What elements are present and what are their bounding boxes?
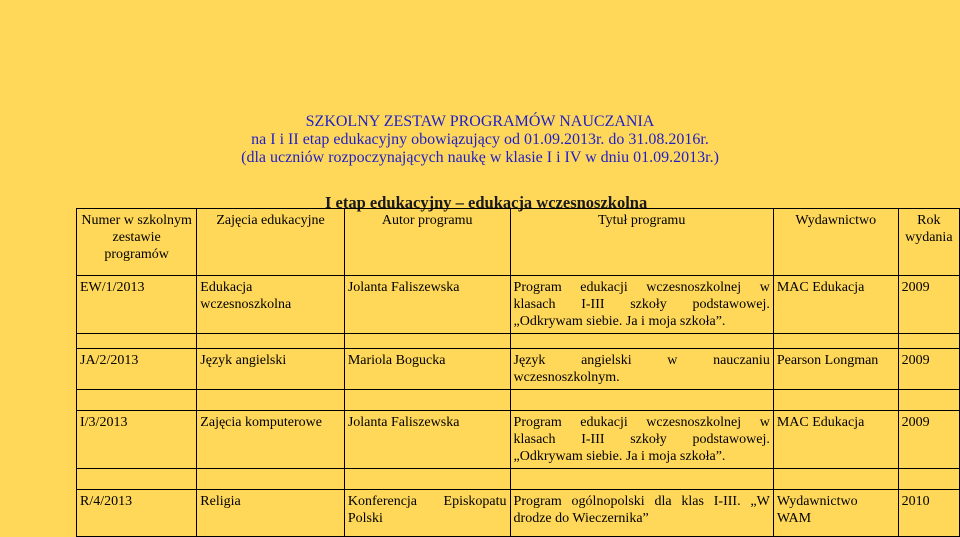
cell-number: EW/1/2013	[77, 276, 197, 334]
cell-number: JA/2/2013	[77, 349, 197, 390]
cell-author: Jolanta Faliszewska	[344, 411, 510, 469]
program-table	[76, 208, 960, 537]
header-subject: Zajęcia edukacyjne	[197, 209, 345, 276]
cell-author: Jolanta Faliszewska	[344, 276, 510, 334]
cell-author: Konferencja Episkopatu Polski	[344, 490, 510, 537]
cell-year: 2009	[898, 411, 959, 469]
cell-title: Język angielski w nauczaniu wczesnoszkolnym.	[510, 349, 773, 390]
cell-number: R/4/2013	[77, 490, 197, 537]
cell-publisher: Pearson Longman	[773, 349, 898, 390]
table-row	[77, 349, 960, 390]
cell-title: Program ogólnopolski dla klas I-III. „W drodze do Wieczernika”	[510, 490, 773, 537]
row-spacer	[77, 390, 960, 411]
cell-subject: Religia	[197, 490, 345, 537]
cell-subject: Język angielski	[197, 349, 345, 390]
cell-subject: Edukacja wczesnoszkolna	[197, 276, 345, 334]
cell-title: Program edukacji wczesnoszkolnej w klasach I-III szkoły podstawowej. „Odkrywam siebie. Ja i moja szkoła”.	[510, 276, 773, 334]
stage-title: I etap edukacyjny – edukacja wczesnoszkolna	[325, 193, 648, 212]
header-year: Rok wydania	[898, 209, 959, 276]
heading-line-1: SZKOLNY ZESTAW PROGRAMÓW NAUCZANIA	[305, 113, 655, 130]
cell-title: Program edukacji wczesnoszkolnej w klasach I-III szkoły podstawowej. „Odkrywam siebie. Ja i moja szkoła”.	[510, 411, 773, 469]
header-publisher: Wydawnictwo	[773, 209, 898, 276]
heading-line-3: (dla uczniów rozpoczynających naukę w klasie I i IV w dniu 01.09.2013r.)	[241, 149, 719, 166]
document-heading	[0, 113, 960, 167]
header-number: Numer w szkolnym zestawie programów	[77, 209, 197, 276]
cell-publisher: MAC Edukacja	[773, 411, 898, 469]
cell-publisher: Wydawnictwo WAM	[773, 490, 898, 537]
header-author: Autor programu	[344, 209, 510, 276]
table-row	[77, 490, 960, 537]
cell-year: 2009	[898, 276, 959, 334]
row-spacer	[77, 469, 960, 490]
cell-year: 2009	[898, 349, 959, 390]
header-title: Tytuł programu	[510, 209, 773, 276]
table-row	[77, 276, 960, 334]
cell-subject: Zajęcia komputerowe	[197, 411, 345, 469]
table-header-row	[77, 209, 960, 276]
cell-author: Mariola Bogucka	[344, 349, 510, 390]
cell-year: 2010	[898, 490, 959, 537]
heading-line-2: na I i II etap edukacyjny obowiązujący od 01.09.2013r. do 31.08.2016r.	[251, 131, 709, 148]
table-row	[77, 411, 960, 469]
row-spacer	[77, 334, 960, 349]
cell-publisher: MAC Edukacja	[773, 276, 898, 334]
cell-number: I/3/2013	[77, 411, 197, 469]
